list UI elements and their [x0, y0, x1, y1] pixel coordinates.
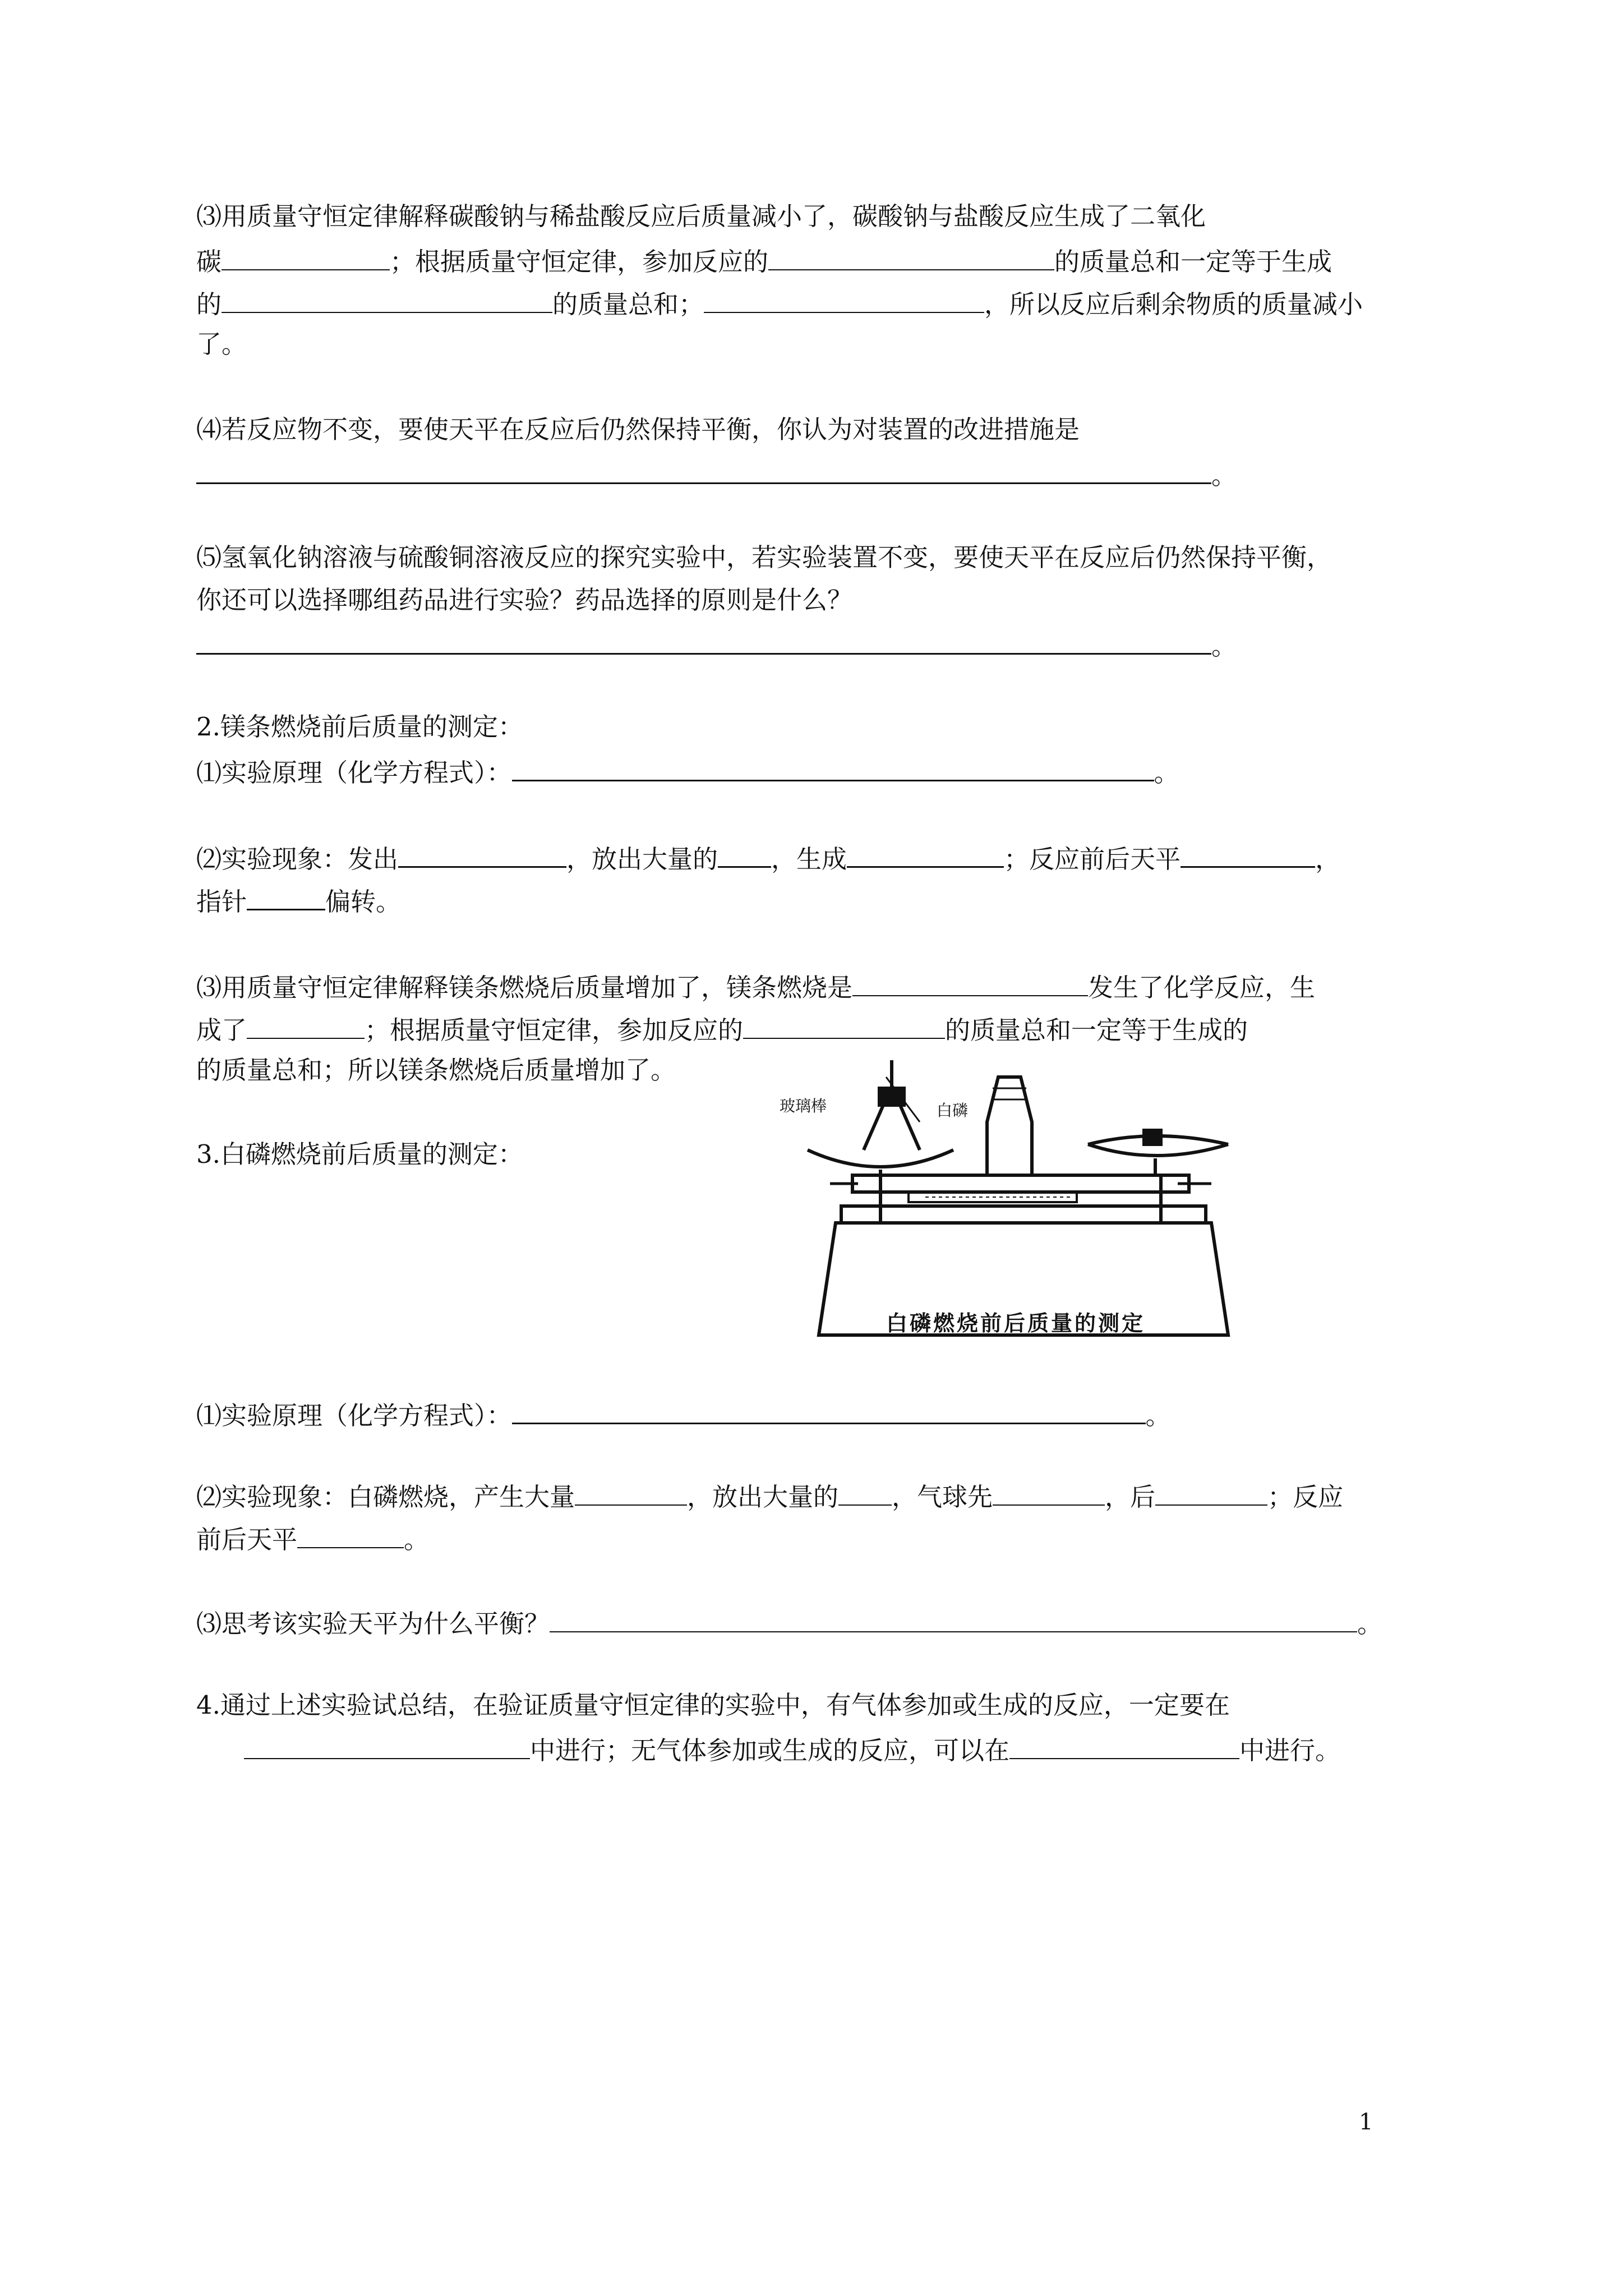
s3-p3: ⑶思考该实验天平为什么平衡？ 。 [196, 1605, 1382, 1640]
s2-title: 2.镁条燃烧前后质量的测定： [196, 712, 523, 742]
blank[interactable] [247, 883, 325, 910]
blank[interactable] [718, 840, 771, 868]
q1-5-line3: 。 [196, 627, 1237, 662]
blank[interactable] [768, 243, 1054, 270]
blank[interactable] [297, 1521, 404, 1548]
answer-blank[interactable] [196, 627, 1211, 655]
s4-line1: 4.通过上述实验试总结，在验证质量守恒定律的实验中，有气体参加或生成的反应，一定要在 [196, 1690, 1230, 1720]
s3-p1: ⑴实验原理（化学方程式）： 。 [196, 1397, 1171, 1432]
s2-p3-line2: 成了 ；根据质量守恒定律，参加反应的 的质量总和一定等于生成的 [196, 1012, 1248, 1046]
s3-p2-line2: 前后天平 。 [196, 1521, 429, 1556]
s2-p2-line2: 指针 偏转。 [196, 883, 401, 918]
blank[interactable] [993, 1479, 1105, 1506]
blank[interactable] [852, 969, 1088, 996]
s3-title: 3.白磷燃烧前后质量的测定： [196, 1139, 523, 1169]
blank[interactable] [1155, 1479, 1267, 1506]
s2-p3-line1: ⑶用质量守恒定律解释镁条燃烧后质量增加了，镁条燃烧是 发生了化学反应，生 [196, 969, 1315, 1004]
s4-line2: 中进行；无气体参加或生成的反应，可以在 中进行。 [244, 1732, 1340, 1766]
blank[interactable] [222, 286, 552, 313]
s3-p2-line1: ⑵实验现象：白磷燃烧，产生大量 ，放出大量的 ，气球先 ，后 ；反应 [196, 1479, 1343, 1513]
figure-caption: 白磷燃烧前后质量的测定 [886, 1311, 1146, 1336]
blank[interactable] [847, 840, 1004, 868]
s2-p3-line3: 的质量总和；所以镁条燃烧后质量增加了。 [196, 1055, 676, 1085]
equation-blank[interactable] [512, 1397, 1146, 1424]
s2-p1: ⑴实验原理（化学方程式）： 。 [196, 754, 1179, 789]
equation-blank[interactable] [512, 754, 1154, 781]
page-number: 1 [1359, 2109, 1373, 2135]
blank[interactable] [244, 1732, 530, 1759]
q1-4-line2: 。 [196, 457, 1237, 491]
q1-5-line1: ⑸氢氧化钠溶液与硫酸铜溶液反应的探究实验中，若实验装置不变，要使天平在反应后仍然保持平衡， [196, 542, 1332, 572]
blank[interactable] [1181, 840, 1315, 868]
blank[interactable] [1009, 1732, 1239, 1759]
blank[interactable] [575, 1479, 687, 1506]
blank[interactable] [222, 243, 390, 270]
blank[interactable] [398, 840, 566, 868]
blank[interactable] [247, 1012, 365, 1039]
label-white-phosphorus: 白磷 [937, 1101, 969, 1120]
q1-5-line2: 你还可以选择哪组药品进行实验？药品选择的原则是什么？ [196, 585, 853, 615]
label-glass-rod: 玻璃棒 [780, 1097, 827, 1115]
q1-4-line1: ⑷若反应物不变，要使天平在反应后仍然保持平衡，你认为对装置的改进措施是 [196, 415, 1080, 444]
s2-p2-line1: ⑵实验现象：发出 ，放出大量的 ，生成 ；反应前后天平 ， [196, 840, 1340, 875]
blank[interactable] [704, 286, 984, 313]
q1-3-line2: 碳 ；根据质量守恒定律，参加反应的 的质量总和一定等于生成 [196, 243, 1332, 278]
blank[interactable] [838, 1479, 892, 1506]
answer-blank[interactable] [196, 457, 1211, 484]
answer-blank[interactable] [550, 1605, 1357, 1632]
q1-3-line3: 的 的质量总和； ，所以反应后剩余物质的质量减小 [196, 286, 1363, 320]
blank[interactable] [743, 1012, 945, 1039]
q1-3-line4: 了。 [196, 329, 247, 359]
q1-3-line1: ⑶用质量守恒定律解释碳酸钠与稀盐酸反应后质量减小了，碳酸钠与盐酸反应生成了二氧化 [196, 201, 1206, 231]
